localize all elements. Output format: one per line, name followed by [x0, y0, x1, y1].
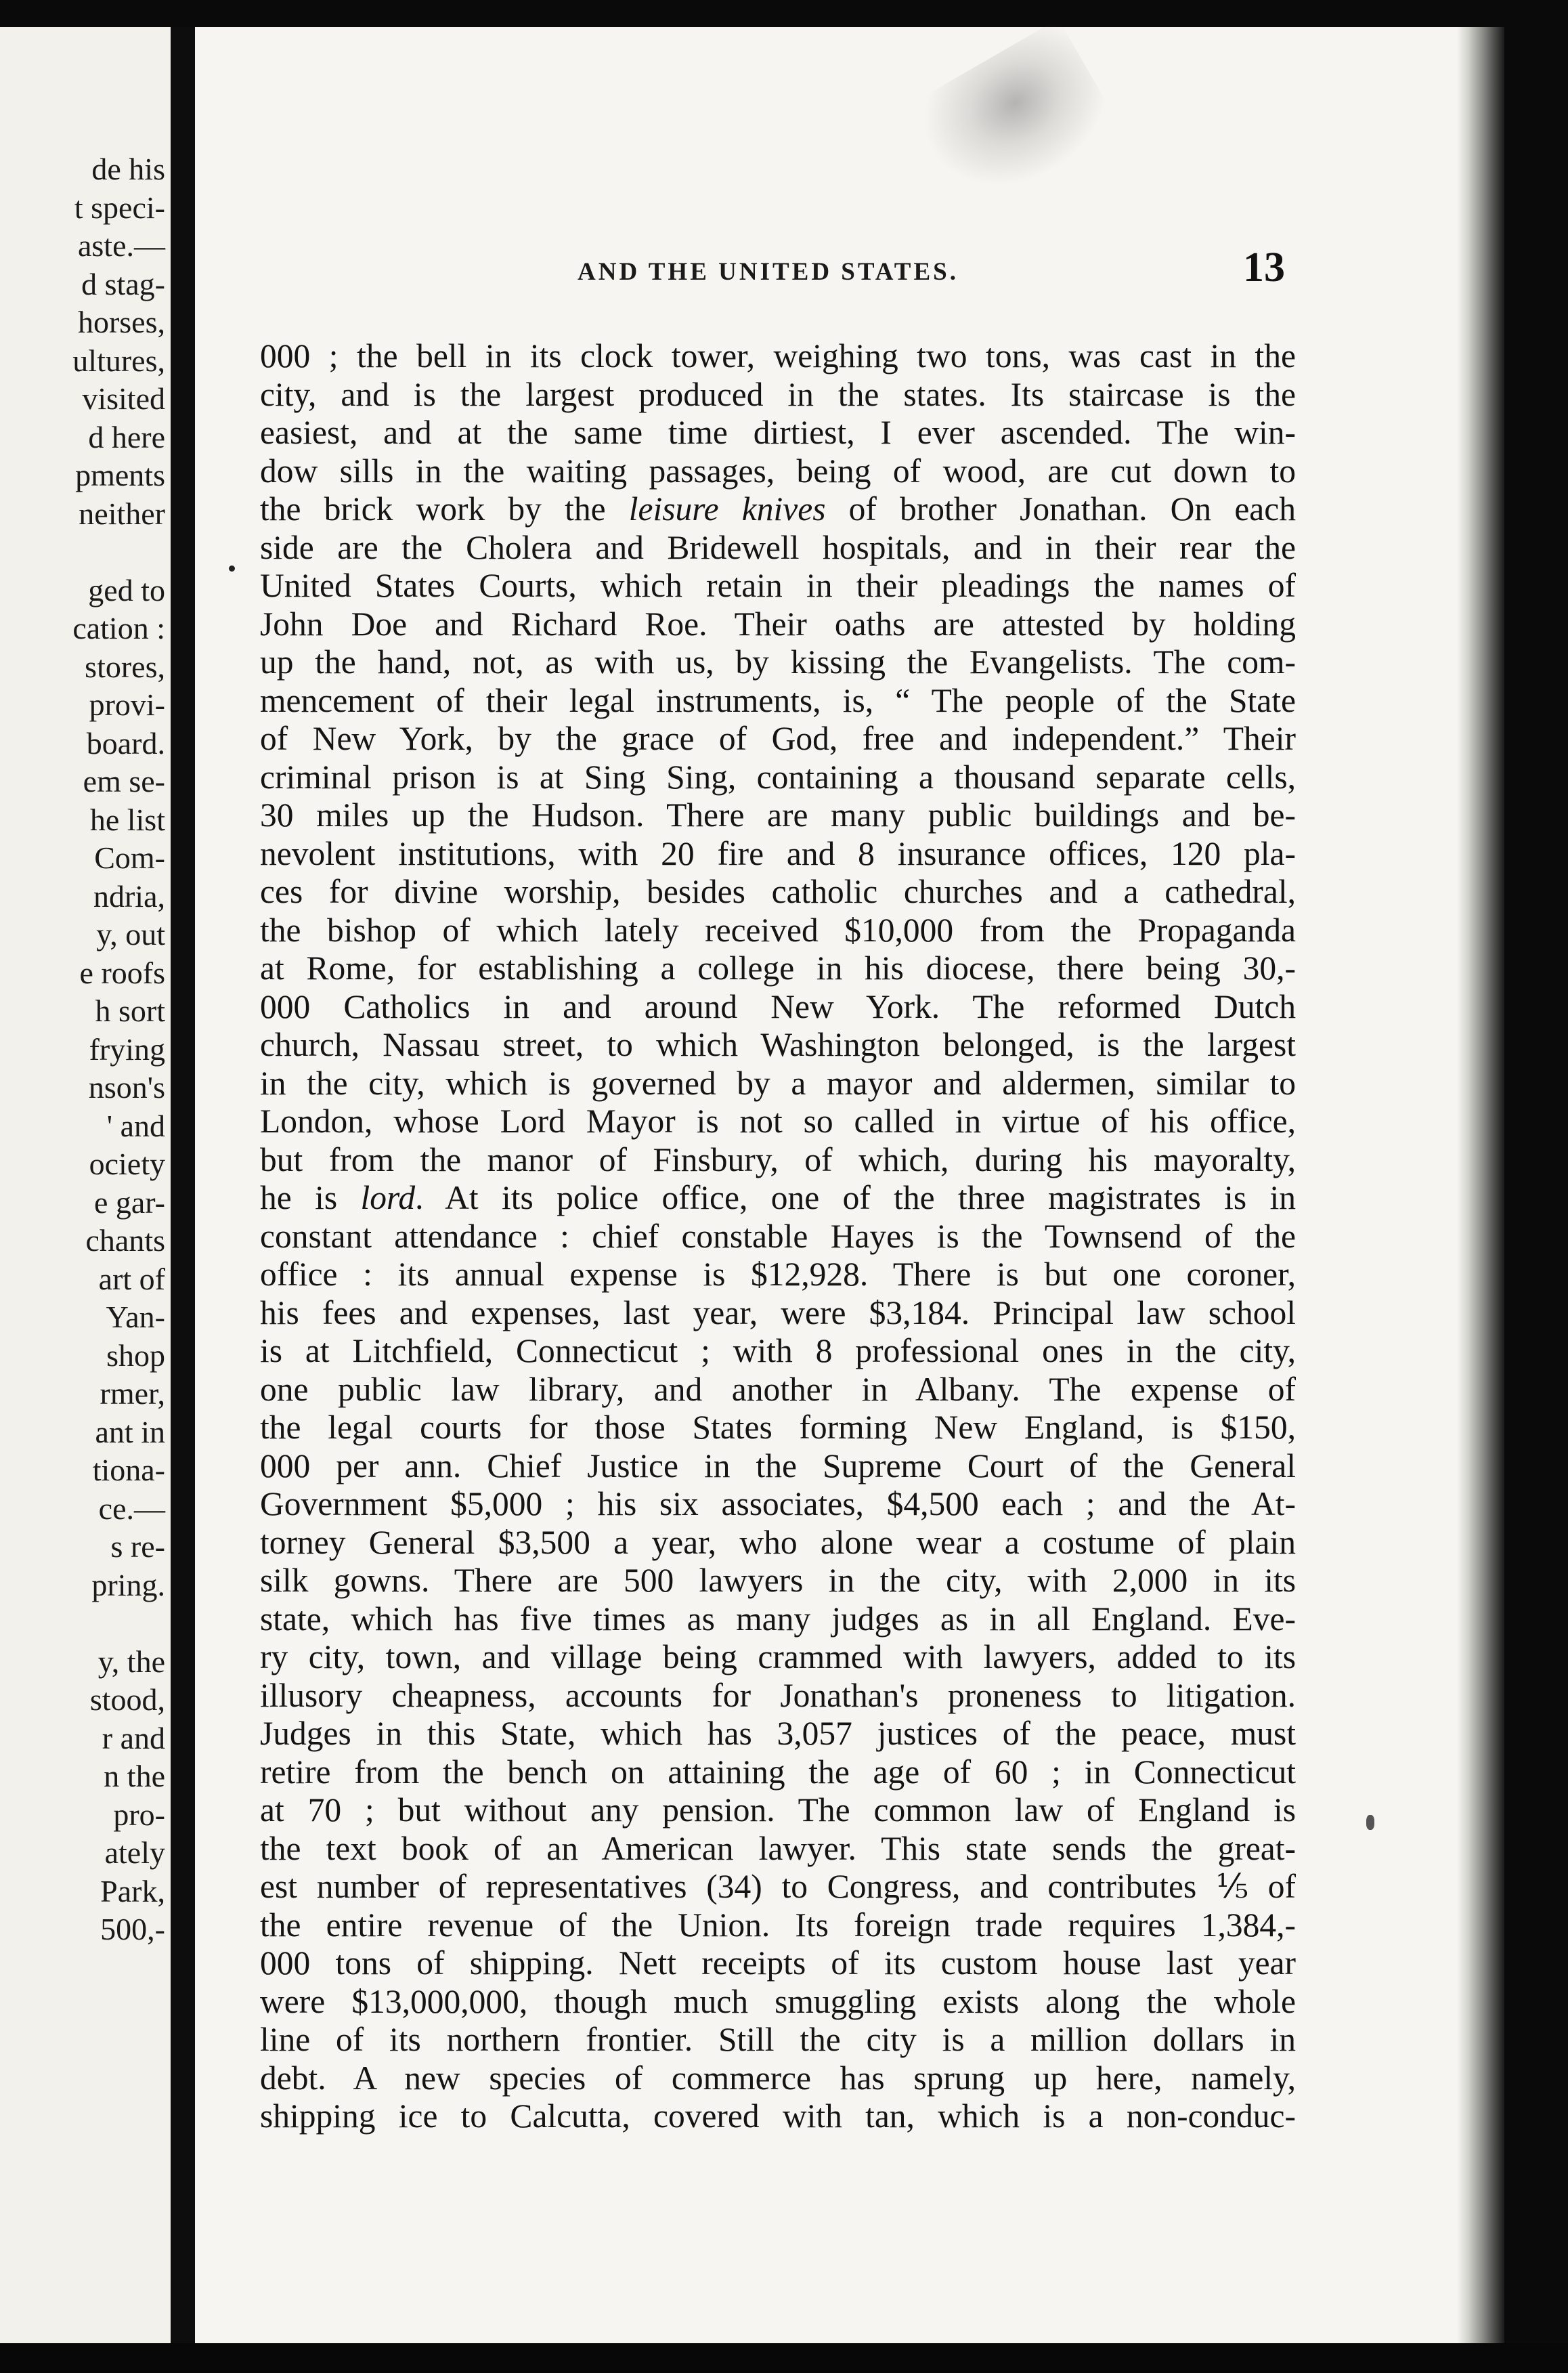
left-text-line: d stag-: [81, 266, 165, 301]
left-text-line: r and: [102, 1720, 165, 1755]
left-text-line: pro-: [113, 1797, 165, 1832]
left-text-line: stood,: [89, 1682, 165, 1717]
left-text-line: aste.—: [77, 228, 165, 263]
left-text-line: em se-: [83, 764, 165, 798]
left-text-line: pring.: [91, 1567, 165, 1602]
left-text-line: Park,: [100, 1873, 165, 1908]
text-line: ces for divine worship, besides catholic churches and a cathedral,: [260, 873, 1296, 910]
left-text-line: pments: [75, 458, 165, 492]
text-line: retire from the bench on attaining the age of 60 ; in Connecticut: [260, 1753, 1296, 1791]
text-line: 000 per ann. Chief Justice in the Supreme Court of the General: [260, 1447, 1296, 1484]
text-line: at Rome, for establishing a college in his diocese, there being 30,-: [260, 949, 1296, 987]
left-text-line: nson's: [88, 1070, 165, 1105]
left-text-line: cation :: [72, 611, 165, 645]
text-line: city, and is the largest produced in the states. Its staircase is the: [260, 375, 1296, 413]
text-line: the legal courts for those States forming New England, is $150,: [260, 1409, 1296, 1446]
text-line: torney General $3,500 a year, who alone wear a costume of plain: [260, 1523, 1296, 1561]
left-text-line: he list: [89, 802, 165, 837]
text-line: constant attendance : chief constable Hayes is the Townsend of the: [260, 1217, 1296, 1255]
ink-smudge: [906, 19, 1123, 219]
text-line: his fees and expenses, last year, were $3,184. Principal law school: [260, 1294, 1296, 1331]
text-line: side are the Cholera and Bridewell hospitals, and in their rear the: [260, 528, 1296, 566]
left-text-line: ately: [104, 1835, 165, 1870]
left-text-line: 500,-: [100, 1912, 165, 1946]
text-line: shipping ice to Calcutta, covered with tan, which is a non-conduc-: [260, 2097, 1296, 2135]
left-text-line: provi-: [89, 687, 165, 722]
left-text-line: h sort: [95, 993, 165, 1028]
left-text-line: t speci-: [74, 190, 165, 225]
text-line: mencement of their legal instruments, is, “ The people of the State: [260, 681, 1296, 719]
left-text-line: stores,: [85, 649, 165, 684]
text-line: is at Litchfield, Connecticut ; with 8 professional ones in the city,: [260, 1332, 1296, 1369]
text-line: debt. A new species of commerce has sprung up here, namely,: [260, 2059, 1296, 2097]
text-line: state, which has five times as many judges as in all England. Eve-: [260, 1600, 1296, 1638]
left-text-line: n the: [104, 1759, 165, 1793]
left-text-line: e roofs: [79, 955, 165, 990]
text-line: Government $5,000 ; his six associates, $4,500 each ; and the At-: [260, 1485, 1296, 1522]
left-text-line: ant in: [95, 1414, 165, 1449]
text-line: at 70 ; but without any pension. The common law of England is: [260, 1791, 1296, 1829]
left-text-line: ce.—: [98, 1491, 165, 1526]
left-text-line: ociety: [89, 1147, 165, 1181]
left-text-line: tiona-: [92, 1453, 165, 1487]
left-text-line: Yan-: [106, 1300, 165, 1334]
running-head: AND THE UNITED STATES.: [578, 258, 959, 286]
text-line: in the city, which is governed by a mayor and aldermen, similar to: [260, 1064, 1296, 1102]
text-line: office : its annual expense is $12,928. There is but one coroner,: [260, 1256, 1296, 1293]
left-text-line: ged to: [88, 572, 165, 607]
text-line: he is lord. At its police office, one of the three magistrates is in: [260, 1179, 1296, 1216]
text-line: line of its northern frontier. Still the city is a million dollars in: [260, 2021, 1296, 2058]
left-text-line: board.: [86, 725, 165, 761]
left-page-fragment: [0, 27, 171, 2343]
text-line: the brick work by the leisure knives of brother Jonathan. On each: [260, 490, 1296, 528]
left-text-line: horses,: [77, 305, 165, 339]
text-line: of New York, by the grace of God, free and independent.” Their: [260, 720, 1296, 757]
text-line: up the hand, not, as with us, by kissing the Evangelists. The com-: [260, 643, 1296, 681]
stray-mark: [1366, 1815, 1374, 1830]
text-line: easiest, and at the same time dirtiest, I ever ascended. The win-: [260, 414, 1296, 451]
text-line: est number of representatives (34) to Congress, and contributes ⅕ of: [260, 1868, 1296, 1905]
left-text-line: shop: [106, 1338, 165, 1373]
text-line: nevolent institutions, with 20 fire and 8 insurance offices, 120 pla-: [260, 834, 1296, 872]
left-text-line: d here: [88, 419, 165, 454]
left-text-line: neither: [79, 496, 165, 531]
book-gutter: [171, 27, 195, 2343]
left-text-line: ultures,: [72, 343, 165, 378]
left-text-line: rmer,: [100, 1376, 165, 1411]
text-line: 000 Catholics in and around New York. The reformed Dutch: [260, 987, 1296, 1025]
text-line: ry city, town, and village being crammed with lawyers, added to its: [260, 1638, 1296, 1675]
body-text: [260, 337, 1296, 2136]
left-text-line: ' and: [106, 1108, 165, 1143]
text-line: church, Nassau street, to which Washington belonged, is the largest: [260, 1026, 1296, 1063]
left-text-line: e gar-: [93, 1184, 165, 1220]
left-text-line: de his: [91, 152, 165, 186]
left-text-line: frying: [89, 1031, 165, 1067]
page-number: 13: [1243, 244, 1285, 291]
text-line: illusory cheapness, accounts for Jonathan's proneness to litigation.: [260, 1676, 1296, 1714]
text-line: the entire revenue of the Union. Its foreign trade requires 1,384,-: [260, 1906, 1296, 1944]
text-line: the bishop of which lately received $10,000 from the Propaganda: [260, 911, 1296, 949]
text-line: the text book of an American lawyer. This state sends the great-: [260, 1829, 1296, 1867]
bottom-edge: [0, 2343, 1568, 2373]
left-text-line: Com-: [94, 840, 165, 875]
text-line: London, whose Lord Mayor is not so called in virtue of his office,: [260, 1103, 1296, 1140]
text-line: were $13,000,000, though much smuggling exists along the whole: [260, 1982, 1296, 2020]
text-line: Judges in this State, which has 3,057 justices of the peace, must: [260, 1715, 1296, 1752]
text-line: 30 miles up the Hudson. There are many public buildings and be-: [260, 796, 1296, 834]
left-text-line: chants: [85, 1223, 165, 1258]
text-line: 000 tons of shipping. Nett receipts of its custom house last year: [260, 1944, 1296, 1982]
text-line: United States Courts, which retain in their pleadings the names of: [260, 567, 1296, 604]
text-line: but from the manor of Finsbury, of which, during his mayoralty,: [260, 1140, 1296, 1178]
text-line: one public law library, and another in Albany. The expense of: [260, 1370, 1296, 1408]
page-edge-shadow: [1457, 27, 1504, 2343]
margin-mark: [229, 565, 235, 572]
text-line: 000 ; the bell in its clock tower, weighing two tons, was cast in the: [260, 337, 1296, 375]
text-line: dow sills in the waiting passages, being of wood, are cut down to: [260, 452, 1296, 490]
text-line: criminal prison is at Sing Sing, containing a thousand separate cells,: [260, 758, 1296, 796]
left-text-line: art of: [98, 1261, 165, 1296]
text-line: John Doe and Richard Roe. Their oaths are attested by holding: [260, 605, 1296, 643]
left-text-line: visited: [82, 381, 165, 416]
left-text-line: y, out: [96, 917, 165, 952]
text-line: silk gowns. There are 500 lawyers in the city, with 2,000 in its: [260, 1562, 1296, 1599]
right-page: [195, 27, 1504, 2343]
left-text-line: s re-: [110, 1529, 165, 1564]
left-text-line: ndria,: [93, 878, 165, 914]
left-text-line: y, the: [97, 1644, 165, 1679]
